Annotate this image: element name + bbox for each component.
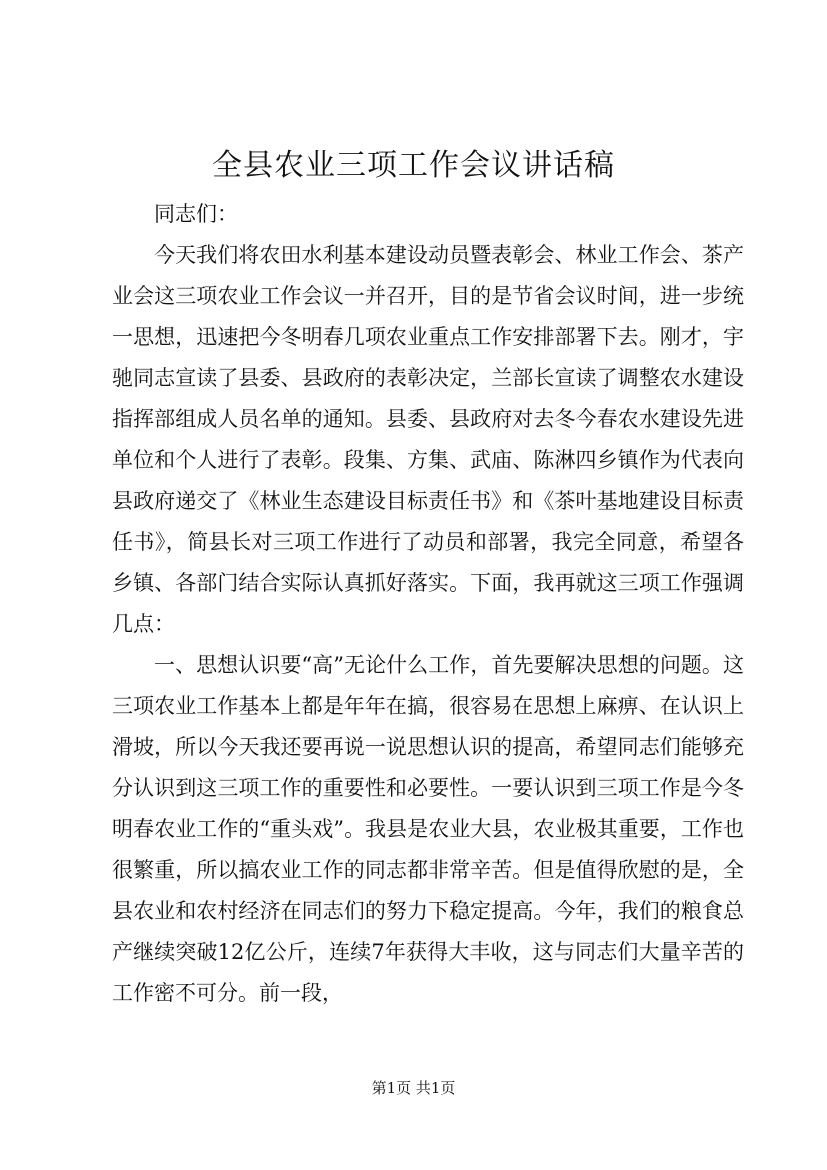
paragraph-1: 今天我们将农田水利基本建设动员暨表彰会、林业工作会、茶产业会这三项农业工作会议一并召开，目的是节省会议时间，进一步统一思想，迅速把今冬明春几项农业重点工作安排部署下去。刚才，宇驰同志宣读了县委、县政府的表彰决定，兰部长宣读了调整农水建设指挥部组成人员名单的通知。县委、县政府对去冬今春农水建设先进单位和个人进行了表彰。段集、方集、武庙、陈淋四乡镇作为代表向县政府递交了《林业生态建设目标责任书》和《茶叶基地建设目标责任书》，简县长对三项工作进行了动员和部署，我完全同意，希望各乡镇、各部门结合实际认真抓好落实。下面，我再就这三项工作强调几点： (112, 243, 744, 636)
document-title: 全县农业三项工作会议讲话稿 (212, 148, 615, 183)
paragraph-2: 一、思想认识要“高”无论什么工作，首先要解决思想的问题。这三项农业工作基本上都是年年在搞，很容易在思想上麻痹、在认识上滑坡，所以今天我还要再说一说思想认识的提高，希望同志们能够充分认识到这三项工作的重要性和必要性。一要认识到三项工作是今冬明春农业工作的“重头戏”。我县是农业大县，农业极其重要，工作也很繁重，所以搞农业工作的同志都非常辛苦。但是值得欣慰的是，全县农业和农村经济在同志们的努力下稳定提高。今年，我们的粮食总产继续突破12亿公斤，连续7年获得大丰收，这与同志们大量辛苦的工作密不可分。前一段， (112, 653, 744, 1005)
page-footer: 第1页 共1页 (371, 1079, 456, 1097)
document-body (112, 194, 744, 1014)
greeting-line: 同志们： (154, 202, 238, 226)
